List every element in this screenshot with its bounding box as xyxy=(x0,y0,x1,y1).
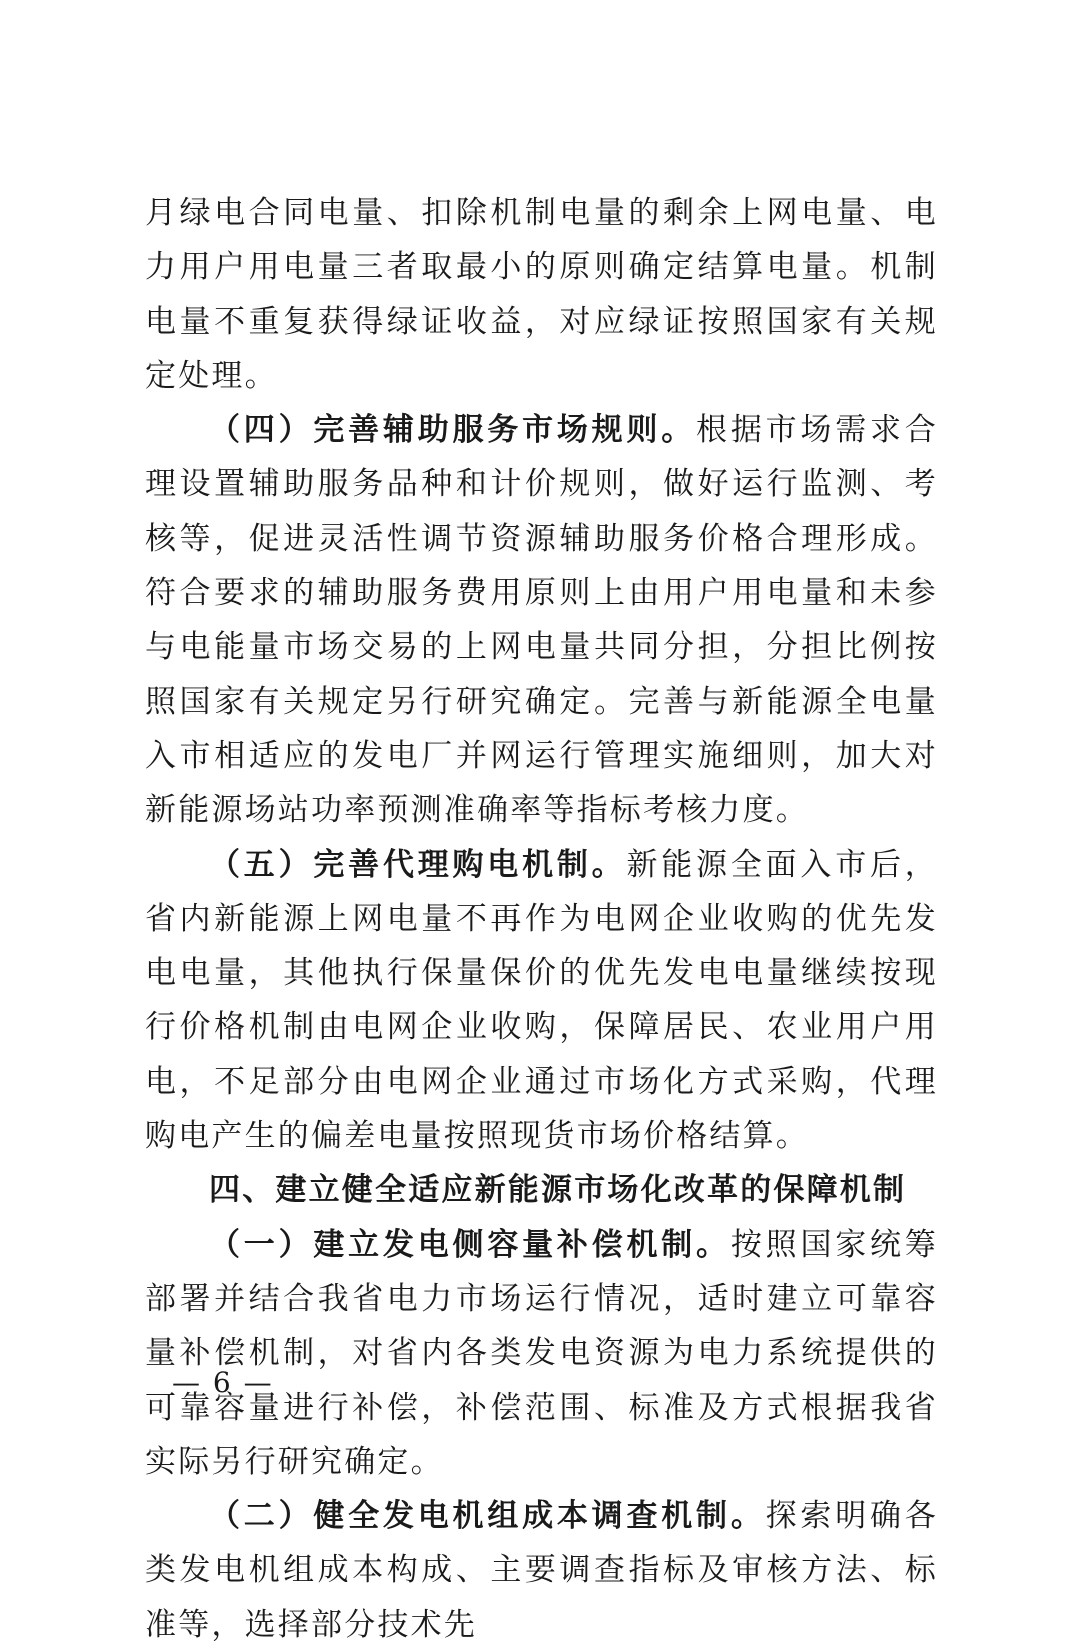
section-heading: 四、建立健全适应新能源市场化改革的保障机制 xyxy=(209,1172,907,1209)
paragraph-lead-heading: （四）完善辅助服务市场规则。 xyxy=(209,412,697,449)
document-body xyxy=(145,186,938,1652)
paragraph-text: 根据市场需求合理设置辅助服务品种和计价规则，做好运行监测、考核等，促进灵活性调节资源辅助服务价格合理形成。符合要求的辅助服务费用原则上由用户用电量和未参与电能量市场交易的上网电量共同分担，分担比例按照国家有关规定另行研究确定。完善与新能源全电量入市相适应的发电厂并网运行管理实施细则，加大对新能源场站功率预测准确率等指标考核力度。 xyxy=(145,412,938,829)
paragraph-lead-heading: （一）建立发电侧容量补偿机制。 xyxy=(209,1226,731,1263)
paragraph-lead-heading: （五）完善代理购电机制。 xyxy=(209,846,627,883)
paragraph-text: 按照国家统筹部署并结合我省电力市场运行情况，适时建立可靠容量补偿机制，对省内各类发电资源为电力系统提供的可靠容量进行补偿，补偿范围、标准及方式根据我省实际另行研究确定。 xyxy=(145,1226,939,1480)
paragraph-agency-purchase xyxy=(145,838,938,1164)
page-number: — 6 — xyxy=(172,1366,274,1399)
paragraph-capacity-compensation xyxy=(145,1218,938,1489)
paragraph-cost-survey xyxy=(145,1489,938,1652)
paragraph-text: 新能源全面入市后，省内新能源上网电量不再作为电网企业收购的优先发电电量，其他执行保量保价的优先发电电量继续按现行价格机制由电网企业收购，保障居民、农业用户用电，不足部分由电网企业通过市场化方式采购，代理购电产生的偏差电量按照现货市场价格结算。 xyxy=(145,846,938,1155)
paragraph-lead-heading: （二）健全发电机组成本调查机制。 xyxy=(209,1498,766,1535)
paragraph-text: 探索明确各类发电机组成本构成、主要调查指标及审核方法、标准等，选择部分技术先 xyxy=(145,1498,938,1643)
paragraph-text: 月绿电合同电量、扣除机制电量的剩余上网电量、电力用户用电量三者取最小的原则确定结算电量。机制电量不重复获得绿证收益，对应绿证按照国家有关规定处理。 xyxy=(145,195,938,394)
paragraph-ancillary-services xyxy=(145,403,938,837)
paragraph-continued xyxy=(145,186,938,403)
